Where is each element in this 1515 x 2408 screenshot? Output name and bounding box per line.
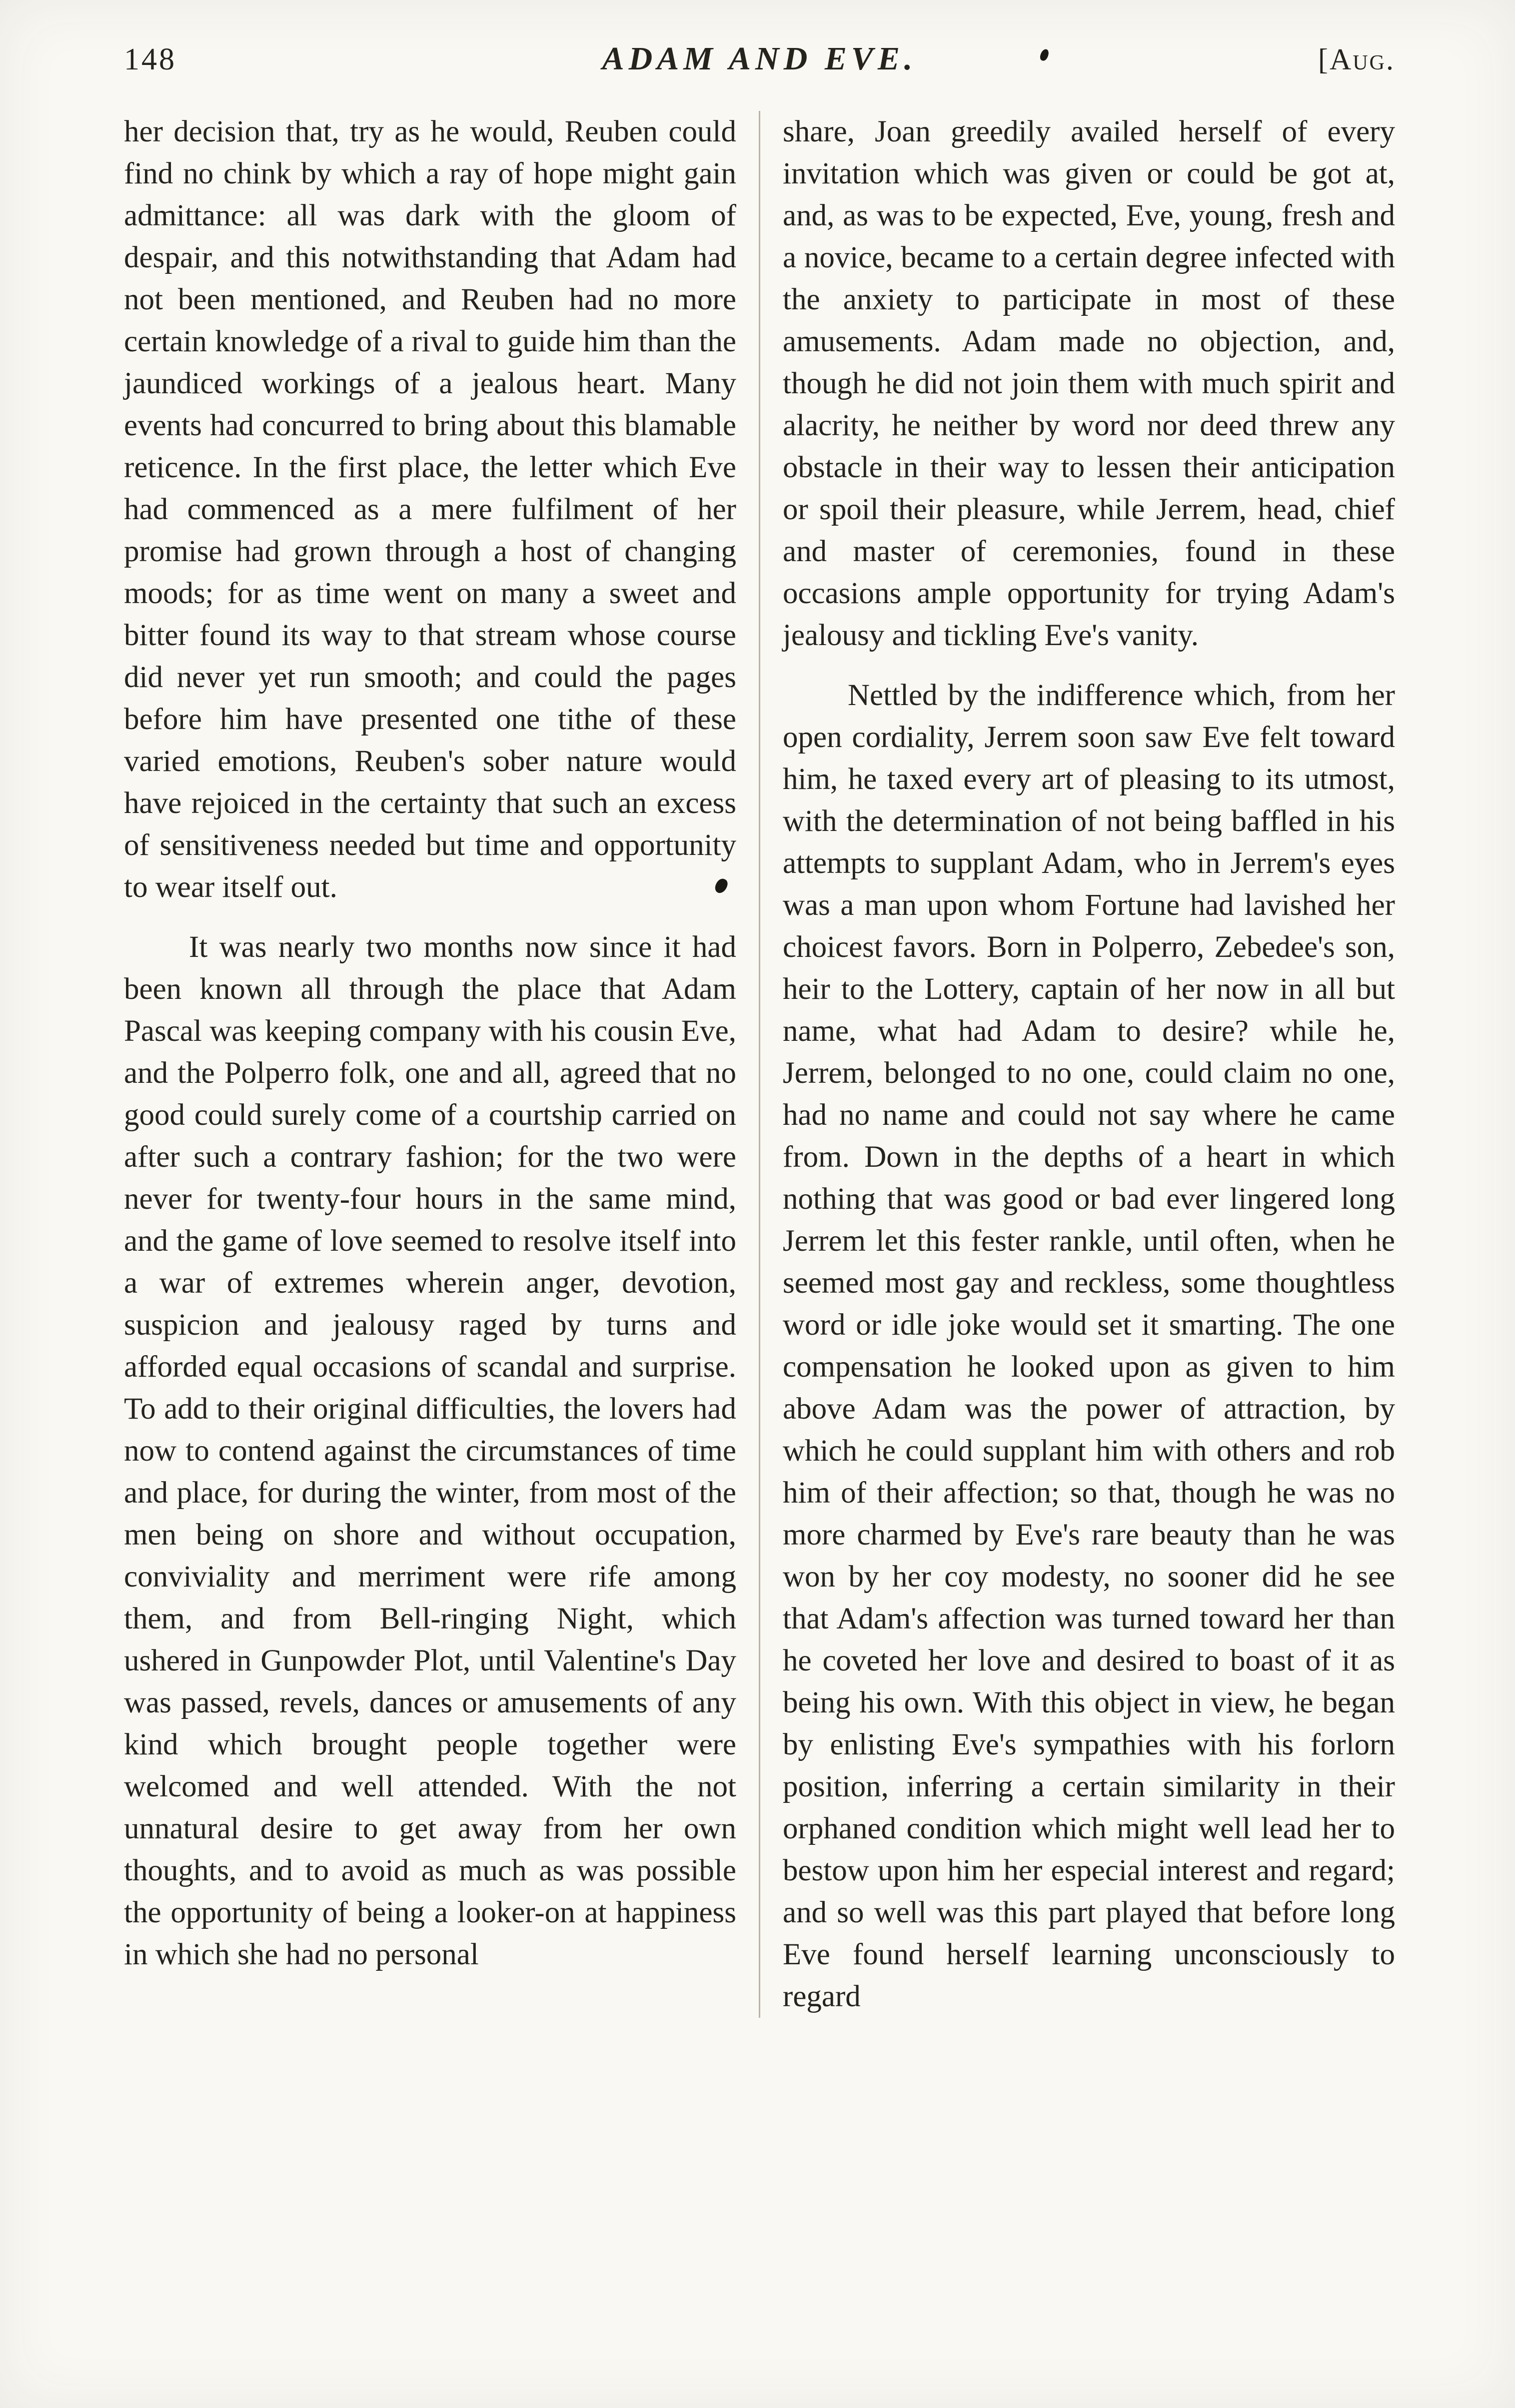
paragraph: Nettled by the indifference which, from her open cordiality, Jerrem soon saw Eve felt toward him, he taxed every art of pleasing to its utmost, with the determination of not being baffled in his attempts to supplant Adam, who in Jerrem's eyes was a man upon whom Fortune had lavished her choicest favors. Born in Polperro, Zebedee's son, heir to the Lottery, captain of her now in all but name, what had Adam to desire? while he, Jerrem, belonged to no one, could claim no one, had no name and could not say where he came from. Down in the depths of a heart in which nothing that was good or bad ever lingered long Jerrem let this fester rankle, until often, when he seemed most gay and reckless, some thoughtless word or idle joke would set it smarting. The one compensation he looked upon as given to him above Adam was the power of attraction, by which he could supplant him with others and rob him of their affection; so that, though he was no more charmed by Eve's rare beauty than he was won by her coy modesty, no sooner did he see that Adam's affection was turned toward her than he coveted her love and desired to boast of it as being his own. With this object in view, he began by enlisting Eve's sympathies with his forlorn position, inferring a certain similarity in their orphaned condition which might well lead her to bestow upon him her especial interest and regard; and so well was this part played that before long Eve found herself learning unconsciously to regard [783,679,1395,2013]
page-number: 148 [124,42,176,76]
page-title: ADAM AND EVE. [602,40,917,77]
paragraph: share, Joan greedily availed herself of every invitation which was given or could be got at, and, as was to be expected, Eve, young, fresh and a novice, became to a certain degree infected with the anxiety to participate in most of these amusements. Adam made no objection, and, though he did not join them with much spirit and alacrity, he neither by word nor deed threw any obstacle in their way to lessen their anticipation or spoil their pleasure, while Jerrem, head, chief and master of ceremonies, found in these occasions ample opportunity for trying Adam's jealousy and tickling Eve's vanity. [783,115,1395,652]
issue-label: [Aug. [1318,43,1395,76]
page-header [124,40,1395,78]
left-column [124,111,736,2018]
right-column [783,111,1395,2018]
paragraph: It was nearly two months now since it had been known all through the place that Adam Pascal was keeping company with his cousin Eve, and the Polperro folk, one and all, agreed that no good could surely come of a courtship carried on after such a contrary fashion; for the two were never for twenty-four hours in the same mind, and the game of love seemed to resolve itself into a war of extremes wherein anger, devotion, suspicion and jealousy raged by turns and afforded equal occasions of scandal and surprise. To add to their original difficulties, the lovers had now to contend against the circumstances of time and place, for during the winter, from most of the men being on shore and without occupation, conviviality and merriment were rife among them, and from Bell-ringing Night, which ushered in Gunpowder Plot, until Valentine's Day was passed, revels, dances or amusements of any kind which brought people together were welcomed and well attended. With the not unnatural desire to get away from her own thoughts, and to avoid as much as was possible the opportunity of being a looker-on at happiness in which she had no personal [124,930,736,1971]
paragraph: her decision that, try as he would, Reuben could find no chink by which a ray of hope might gain admittance: all was dark with the gloom of despair, and this notwithstanding that Adam had not been mentioned, and Reuben had no more certain knowledge of a rival to guide him than the jaundiced workings of a jealous heart. Many events had concurred to bring about this blamable reticence. In the first place, the letter which Eve had commenced as a mere fulfilment of her promise had grown through a host of changing moods; for as time went on many a sweet and bitter found its way to that stream whose course did never yet run smooth; and could the pages before him have presented one tithe of these varied emotions, Reuben's sober nature would have rejoiced in the certainty that such an excess of sensitiveness needed but time and opportunity to wear itself out. [124,115,736,904]
text-columns [124,111,1395,2018]
column-divider [759,111,760,2018]
